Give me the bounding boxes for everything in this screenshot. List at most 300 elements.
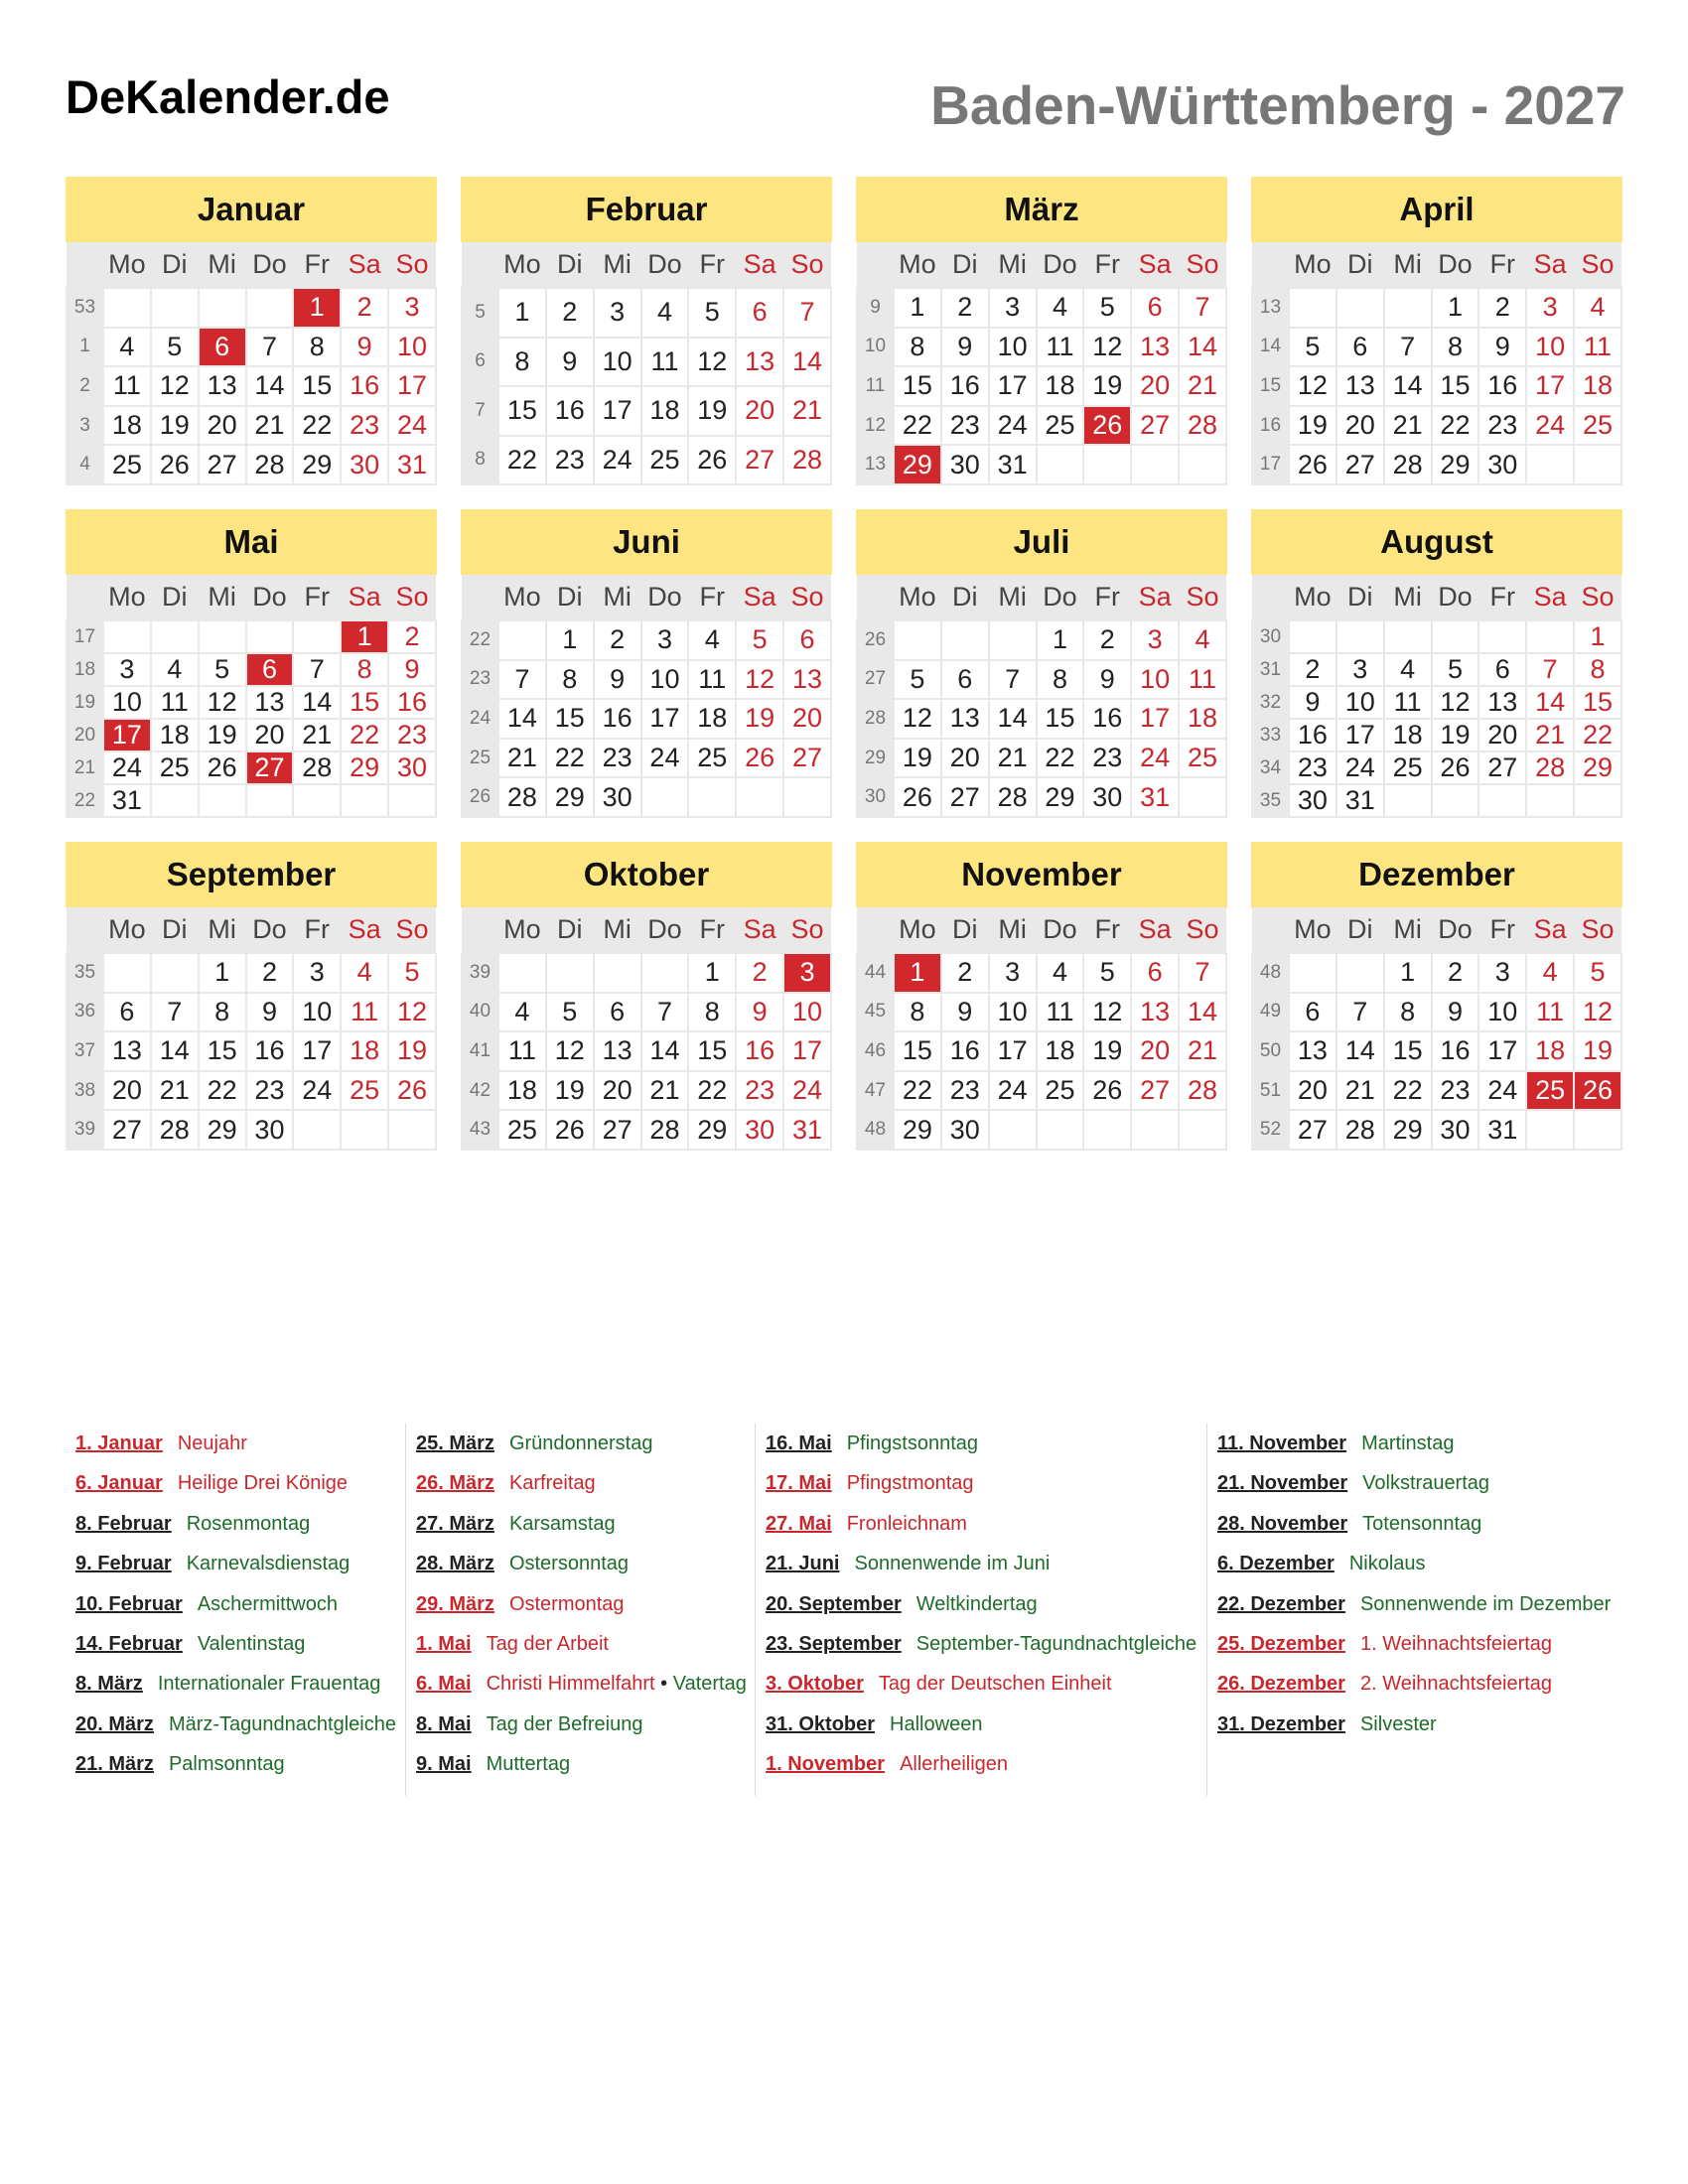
day-cell: 17 (641, 699, 689, 739)
day-cell: 14 (1179, 328, 1226, 367)
day-cell: 7 (1336, 993, 1384, 1032)
holiday-day-cell: 1 (293, 288, 341, 328)
holiday-name: Tag der Deutschen Einheit (878, 1673, 1112, 1696)
week-row (1252, 719, 1621, 751)
holiday-list (66, 1424, 1623, 1801)
holiday-day-cell: 6 (199, 328, 246, 367)
day-cell: 17 (594, 386, 641, 436)
day-cell: 10 (641, 660, 689, 700)
week-row (1252, 328, 1621, 367)
day-cell: 12 (388, 993, 436, 1032)
weekday-header: Di (941, 907, 989, 953)
holiday-item (416, 1624, 755, 1664)
holiday-name-group (198, 1633, 306, 1655)
day-cell: 5 (688, 288, 736, 338)
day-cell: 6 (1131, 288, 1179, 328)
day-cell: 19 (546, 1071, 594, 1111)
day-cell: 16 (388, 686, 436, 719)
holiday-date: 11. November (1217, 1433, 1347, 1454)
empty-day-cell (246, 288, 294, 328)
day-cell: 26 (199, 751, 246, 784)
day-cell: 8 (894, 993, 941, 1032)
day-cell: 19 (1432, 719, 1479, 751)
holiday-name-group (916, 1593, 1038, 1615)
holiday-item (1217, 1463, 1623, 1503)
day-cell: 7 (498, 660, 546, 700)
holiday-name-group (916, 1633, 1196, 1655)
day-cell: 10 (293, 993, 341, 1032)
day-cell: 4 (641, 288, 689, 338)
day-cell: 12 (1083, 328, 1131, 367)
weekday-header: Mi (989, 242, 1037, 288)
day-cell: 13 (1131, 993, 1179, 1032)
weekday-header: Di (1336, 575, 1384, 620)
week-row (462, 1110, 831, 1150)
day-cell: 26 (546, 1110, 594, 1150)
week-row (857, 777, 1226, 817)
week-number: 38 (67, 1071, 103, 1111)
holiday-date: 6. Mai (416, 1673, 472, 1696)
day-cell: 11 (1037, 328, 1084, 367)
holiday-name-group (1362, 1513, 1481, 1535)
day-cell: 14 (1526, 686, 1574, 719)
week-number: 48 (857, 1110, 894, 1150)
empty-day-cell (103, 953, 151, 993)
empty-day-cell (199, 784, 246, 817)
holiday-name: Ostersonntag (508, 1553, 630, 1575)
week-row (462, 1031, 831, 1071)
day-cell: 10 (783, 993, 831, 1032)
day-cell: 29 (1384, 1110, 1432, 1150)
holiday-name-group (187, 1513, 311, 1535)
day-cell: 29 (293, 445, 341, 484)
empty-day-cell (103, 288, 151, 328)
day-cell: 13 (246, 686, 294, 719)
weekday-header: So (1574, 575, 1621, 620)
week-row (67, 366, 436, 406)
day-cell: 2 (1478, 288, 1526, 328)
month-title: September (66, 842, 437, 907)
day-cell: 24 (1478, 1071, 1526, 1111)
weekday-header: Do (246, 575, 294, 620)
week-number: 45 (857, 993, 894, 1032)
day-cell: 14 (293, 686, 341, 719)
empty-day-cell (293, 1110, 341, 1150)
week-number: 1 (67, 328, 103, 367)
week-number-header (462, 575, 498, 620)
day-cell: 29 (1432, 445, 1479, 484)
week-row (857, 699, 1226, 739)
week-number: 46 (857, 1031, 894, 1071)
day-cell: 20 (941, 739, 989, 778)
holiday-name-group (509, 1553, 629, 1574)
empty-day-cell (941, 620, 989, 660)
holiday-date: 16. Mai (766, 1433, 832, 1454)
weekday-header: Sa (1131, 575, 1179, 620)
day-cell: 28 (498, 777, 546, 817)
week-number-header (67, 575, 103, 620)
week-number-header (67, 242, 103, 288)
month-calendar (66, 842, 437, 1151)
day-cell: 29 (341, 751, 388, 784)
month-calendar (461, 177, 832, 485)
day-cell: 20 (783, 699, 831, 739)
day-cell: 12 (1289, 366, 1336, 406)
day-cell: 8 (546, 660, 594, 700)
day-cell: 5 (1574, 953, 1621, 993)
day-cell: 20 (736, 386, 783, 436)
day-cell: 23 (388, 719, 436, 751)
holiday-name: 1. Weihnachtsfeiertag (1359, 1632, 1553, 1655)
day-cell: 2 (594, 620, 641, 660)
day-cell: 25 (103, 445, 151, 484)
day-cell: 7 (151, 993, 199, 1032)
holiday-name-group (900, 1753, 1008, 1775)
weekday-header: Sa (341, 575, 388, 620)
day-cell: 9 (1289, 686, 1336, 719)
week-number: 40 (462, 993, 498, 1032)
holiday-name-group (487, 1753, 570, 1775)
day-cell: 9 (388, 653, 436, 686)
day-cell: 29 (894, 1110, 941, 1150)
holiday-date: 26. März (416, 1472, 494, 1495)
day-cell: 19 (894, 739, 941, 778)
holiday-item (766, 1584, 1206, 1624)
holiday-name: Muttertag (486, 1753, 571, 1776)
day-cell: 18 (1037, 1031, 1084, 1071)
holiday-item (75, 1424, 405, 1463)
day-cell: 2 (246, 953, 294, 993)
day-cell: 10 (1478, 993, 1526, 1032)
week-number: 23 (462, 660, 498, 700)
weekday-header: Sa (736, 575, 783, 620)
week-row (857, 1071, 1226, 1111)
day-cell: 9 (941, 993, 989, 1032)
month-calendar (1251, 177, 1622, 485)
day-cell: 6 (594, 993, 641, 1032)
day-cell: 24 (594, 436, 641, 485)
day-cell: 2 (1083, 620, 1131, 660)
week-row (462, 1071, 831, 1111)
week-number: 4 (67, 445, 103, 484)
week-row (67, 953, 436, 993)
holiday-name: Neujahr (177, 1433, 247, 1454)
weekday-header: Sa (341, 242, 388, 288)
day-cell: 4 (1574, 288, 1621, 328)
day-cell: 3 (641, 620, 689, 660)
week-row (462, 338, 831, 387)
day-cell: 19 (736, 699, 783, 739)
week-row (67, 751, 436, 784)
empty-day-cell (1526, 1110, 1574, 1150)
month-title: Januar (66, 177, 437, 242)
empty-day-cell (151, 784, 199, 817)
empty-day-cell (246, 620, 294, 653)
holiday-day-cell: 29 (894, 445, 941, 484)
day-cell: 24 (293, 1071, 341, 1111)
day-cell: 11 (1037, 993, 1084, 1032)
day-cell: 16 (1289, 719, 1336, 751)
day-cell: 25 (498, 1110, 546, 1150)
week-number: 48 (1252, 953, 1289, 993)
holiday-item (416, 1463, 755, 1503)
day-cell: 26 (1289, 445, 1336, 484)
day-cell: 20 (1478, 719, 1526, 751)
month-title: November (856, 842, 1227, 907)
weekday-header: So (783, 242, 831, 288)
empty-day-cell (293, 620, 341, 653)
day-cell: 15 (199, 1031, 246, 1071)
day-cell: 30 (341, 445, 388, 484)
day-cell: 2 (941, 288, 989, 328)
weekday-header: Mo (498, 242, 546, 288)
weekday-header: Di (546, 575, 594, 620)
holiday-date: 22. Dezember (1217, 1592, 1345, 1615)
week-row (67, 1110, 436, 1150)
week-row (1252, 784, 1621, 817)
empty-day-cell (594, 953, 641, 993)
day-cell: 3 (293, 953, 341, 993)
day-cell: 7 (1179, 288, 1226, 328)
month-title: Juli (856, 509, 1227, 575)
day-cell: 6 (1336, 328, 1384, 367)
week-number: 25 (462, 739, 498, 778)
day-cell: 11 (1179, 660, 1226, 700)
month-title: März (856, 177, 1227, 242)
empty-day-cell (498, 620, 546, 660)
holiday-date: 28. November (1217, 1512, 1348, 1535)
day-cell: 21 (1526, 719, 1574, 751)
weekday-header: Mo (103, 907, 151, 953)
holiday-item (766, 1424, 1206, 1463)
day-cell: 17 (1336, 719, 1384, 751)
weekday-header: So (388, 575, 436, 620)
week-number: 2 (67, 366, 103, 406)
day-cell: 11 (1574, 328, 1621, 367)
day-cell: 20 (1131, 366, 1179, 406)
week-number: 30 (857, 777, 894, 817)
holiday-name: Palmsonntag (168, 1753, 285, 1776)
day-cell: 24 (388, 406, 436, 446)
day-cell: 7 (1384, 328, 1432, 367)
weekday-header: Fr (293, 907, 341, 953)
day-cell: 10 (1336, 686, 1384, 719)
holiday-date: 9. Mai (416, 1753, 472, 1776)
empty-day-cell (688, 777, 736, 817)
empty-day-cell (1083, 445, 1131, 484)
holiday-name-group (509, 1593, 625, 1615)
holiday-date: 10. Februar (75, 1592, 183, 1615)
month-table (66, 907, 437, 1151)
holiday-item (416, 1664, 755, 1704)
holiday-name-group (487, 1673, 747, 1695)
month-table (461, 575, 832, 818)
month-title: August (1251, 509, 1622, 575)
day-cell: 6 (1478, 653, 1526, 686)
month-table (461, 242, 832, 485)
day-cell: 8 (341, 653, 388, 686)
week-number: 49 (1252, 993, 1289, 1032)
day-cell: 22 (1574, 719, 1621, 751)
weekday-header: Sa (1131, 907, 1179, 953)
day-cell: 3 (103, 653, 151, 686)
day-cell: 19 (1083, 1031, 1131, 1071)
holiday-name: Weltkindertag (915, 1592, 1038, 1615)
weekday-header: Di (941, 575, 989, 620)
day-cell: 15 (293, 366, 341, 406)
holiday-name: September-Tagundnachtgleiche (915, 1632, 1197, 1655)
day-cell: 15 (341, 686, 388, 719)
week-row (857, 366, 1226, 406)
day-cell: 26 (736, 739, 783, 778)
day-cell: 17 (783, 1031, 831, 1071)
empty-day-cell (1574, 1110, 1621, 1150)
day-cell: 17 (388, 366, 436, 406)
day-cell: 5 (546, 993, 594, 1032)
day-cell: 11 (498, 1031, 546, 1071)
week-row (67, 719, 436, 751)
day-cell: 4 (1037, 288, 1084, 328)
holiday-date: 3. Oktober (766, 1673, 864, 1696)
empty-day-cell (1289, 953, 1336, 993)
holiday-date: 25. März (416, 1433, 494, 1454)
day-cell: 10 (989, 993, 1037, 1032)
day-cell: 11 (641, 338, 689, 387)
holiday-date: 20. März (75, 1712, 154, 1735)
week-number: 37 (67, 1031, 103, 1071)
day-cell: 22 (1384, 1071, 1432, 1111)
empty-day-cell (1526, 445, 1574, 484)
day-cell: 14 (498, 699, 546, 739)
day-cell: 24 (641, 739, 689, 778)
week-row (1252, 1031, 1621, 1071)
week-number: 14 (1252, 328, 1289, 367)
day-cell: 1 (1037, 620, 1084, 660)
day-cell: 1 (199, 953, 246, 993)
empty-day-cell (1432, 784, 1479, 817)
day-cell: 27 (1131, 406, 1179, 446)
day-cell: 25 (151, 751, 199, 784)
weekday-header: Di (1336, 907, 1384, 953)
day-cell: 10 (989, 328, 1037, 367)
weekday-header: So (783, 575, 831, 620)
day-cell: 28 (151, 1110, 199, 1150)
week-row (1252, 993, 1621, 1032)
day-cell: 22 (1432, 406, 1479, 446)
day-cell: 7 (1179, 953, 1226, 993)
holiday-item (416, 1504, 755, 1544)
day-cell: 1 (1384, 953, 1432, 993)
day-cell: 7 (293, 653, 341, 686)
month-title: Mai (66, 509, 437, 575)
day-cell: 31 (989, 445, 1037, 484)
week-number-header (857, 242, 894, 288)
holiday-item (766, 1705, 1206, 1744)
holiday-column (755, 1424, 1206, 1796)
day-cell: 17 (1526, 366, 1574, 406)
holiday-name-group (879, 1673, 1112, 1695)
weekday-header: Fr (688, 575, 736, 620)
site-brand: DeKalender.de (66, 70, 390, 123)
day-cell: 26 (388, 1071, 436, 1111)
day-cell: 21 (498, 739, 546, 778)
week-number: 42 (462, 1071, 498, 1111)
day-cell: 13 (736, 338, 783, 387)
holiday-name-group (487, 1633, 609, 1655)
month-table (1251, 907, 1622, 1151)
day-cell: 8 (1384, 993, 1432, 1032)
day-cell: 13 (103, 1031, 151, 1071)
day-cell: 4 (1179, 620, 1226, 660)
holiday-name: Tag der Befreiung (486, 1712, 643, 1735)
month-table (66, 575, 437, 818)
weekday-header: Fr (293, 242, 341, 288)
day-cell: 19 (151, 406, 199, 446)
month-calendar (1251, 842, 1622, 1151)
weekday-header: Fr (1478, 242, 1526, 288)
day-cell: 24 (1526, 406, 1574, 446)
week-number: 33 (1252, 719, 1289, 751)
empty-day-cell (1336, 620, 1384, 653)
day-cell: 1 (1574, 620, 1621, 653)
holiday-item (75, 1744, 405, 1784)
week-row (1252, 751, 1621, 784)
empty-day-cell (783, 777, 831, 817)
day-cell: 28 (1336, 1110, 1384, 1150)
day-cell: 24 (103, 751, 151, 784)
week-row (67, 1071, 436, 1111)
day-cell: 24 (989, 1071, 1037, 1111)
day-cell: 2 (388, 620, 436, 653)
day-cell: 14 (151, 1031, 199, 1071)
day-cell: 16 (594, 699, 641, 739)
empty-day-cell (1289, 620, 1336, 653)
holiday-day-cell: 1 (894, 953, 941, 993)
holiday-name: Halloween (890, 1712, 983, 1735)
holiday-item (75, 1705, 405, 1744)
holiday-name-group (847, 1472, 974, 1494)
holiday-name-group (1362, 1472, 1489, 1494)
day-cell: 28 (246, 445, 294, 484)
weekday-header: Di (941, 242, 989, 288)
holiday-date: 8. März (75, 1673, 143, 1696)
week-number: 27 (857, 660, 894, 700)
day-cell: 30 (941, 1110, 989, 1150)
day-cell: 13 (783, 660, 831, 700)
week-row (462, 660, 831, 700)
day-cell: 23 (1432, 1071, 1479, 1111)
day-cell: 28 (1179, 1071, 1226, 1111)
day-cell: 23 (736, 1071, 783, 1111)
day-cell: 15 (894, 366, 941, 406)
weekday-header: Do (641, 907, 689, 953)
bullet-separator: • (654, 1673, 673, 1696)
day-cell: 12 (688, 338, 736, 387)
holiday-item (1217, 1584, 1623, 1624)
day-cell: 11 (1384, 686, 1432, 719)
day-cell: 19 (199, 719, 246, 751)
week-row (462, 288, 831, 338)
day-cell: 20 (199, 406, 246, 446)
day-cell: 14 (641, 1031, 689, 1071)
month-title: Juni (461, 509, 832, 575)
weekday-header: Di (151, 242, 199, 288)
empty-day-cell (1574, 784, 1621, 817)
holiday-date: 8. Mai (416, 1712, 472, 1735)
week-number: 3 (67, 406, 103, 446)
day-cell: 18 (1037, 366, 1084, 406)
day-cell: 13 (1131, 328, 1179, 367)
